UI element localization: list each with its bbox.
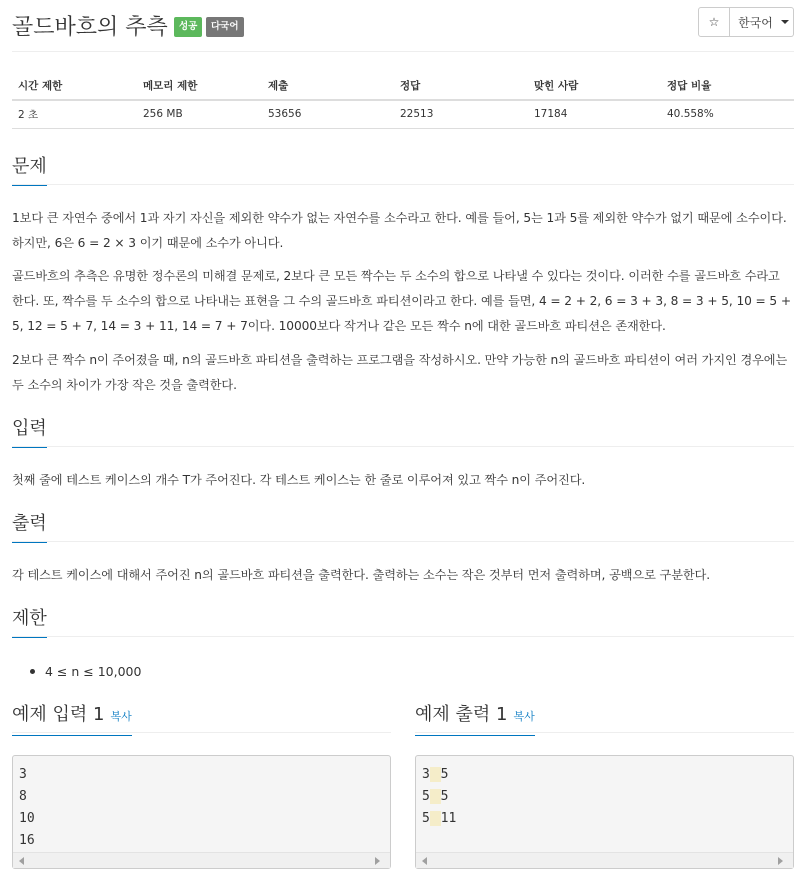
language-label: 한국어 — [738, 15, 773, 30]
output-value: 5 — [440, 789, 449, 804]
output-value: 11 — [440, 811, 457, 826]
horizontal-scrollbar[interactable] — [13, 852, 390, 868]
language-dropdown[interactable] — [730, 7, 794, 37]
example-input-heading-wrap — [12, 703, 132, 736]
example-input-heading: 예제 입력 1 — [12, 704, 105, 725]
output-value: 3 — [422, 767, 430, 782]
example-output-heading-wrap — [415, 703, 535, 736]
example-input-header — [12, 703, 391, 733]
input-section-header — [12, 417, 794, 447]
output-section-header — [12, 512, 794, 542]
output-value: 5 — [440, 767, 449, 782]
favorite-button[interactable] — [698, 7, 730, 37]
example-input-line: 16 — [19, 833, 35, 848]
bullet-icon — [30, 669, 35, 674]
memory-limit-header: 메모리 제한 — [137, 72, 262, 100]
copy-output-button[interactable]: 복사 — [513, 710, 535, 723]
example-output-heading: 예제 출력 1 — [415, 704, 508, 725]
problem-paragraph-3: 2보다 큰 짝수 n이 주어졌을 때, n의 골드바흐 파티션을 출력하는 프로그램을 작성하시오. 만약 가능한 n의 골드바흐 파티션이 여러 가지인 경우에는 두 소수의 차이가 가장 작은 것을 출력한다. — [12, 353, 788, 392]
accepted-value[interactable]: 22513 — [394, 100, 528, 128]
example-output-line — [422, 764, 787, 786]
limit-item — [30, 659, 141, 683]
chevron-down-icon — [781, 20, 789, 24]
whitespace-highlight — [430, 767, 441, 782]
limits-section-header — [12, 607, 794, 637]
horizontal-scrollbar[interactable] — [416, 852, 793, 868]
problem-paragraph-1: 1보다 큰 자연수 중에서 1과 자기 자신을 제외한 약수가 없는 자연수를 소수라고 한다. 예를 들어, 5는 1과 5를 제외한 약수가 없기 때문에 소수이다. 하지만, 6은 6 = 2 × 3 이기 때문에 소수가 아니다. — [12, 211, 787, 250]
example-input-box[interactable] — [12, 755, 391, 869]
ratio-value: 40.558% — [661, 100, 794, 128]
limit-text: 4 ≤ n ≤ 10,000 — [45, 663, 142, 679]
solved-users-value[interactable]: 17184 — [528, 100, 661, 128]
accepted-header: 정답 — [394, 72, 528, 100]
example-output-line — [422, 830, 787, 852]
ratio-header: 정답 비율 — [661, 72, 794, 100]
output-value: 5 — [422, 811, 430, 826]
example-input-line: 10 — [19, 811, 35, 826]
header-actions — [698, 7, 794, 37]
example-input-line: 3 — [19, 767, 27, 782]
info-value-row — [12, 100, 794, 128]
copy-input-button[interactable]: 복사 — [110, 710, 132, 723]
scroll-left-icon[interactable] — [422, 857, 427, 865]
scroll-left-icon[interactable] — [19, 857, 24, 865]
star-icon: ☆ — [708, 15, 720, 29]
limits-heading: 제한 — [12, 607, 47, 638]
whitespace-highlight — [430, 811, 441, 826]
solved-users-header: 맞힌 사람 — [528, 72, 661, 100]
example-output-header — [415, 703, 794, 733]
submissions-value[interactable]: 53656 — [262, 100, 394, 128]
problem-title: 골드바흐의 추측 — [12, 15, 168, 40]
info-header-row — [12, 72, 794, 100]
output-description: 각 테스트 케이스에 대해서 주어진 n의 골드바흐 파티션을 출력한다. 출력하는 소수는 작은 것부터 먼저 출력하며, 공백으로 구분한다. — [12, 568, 711, 582]
problem-info-table — [12, 72, 794, 129]
example-output-line — [422, 786, 787, 808]
example-output-box[interactable] — [415, 755, 794, 869]
scroll-right-icon[interactable] — [375, 857, 380, 865]
problem-paragraph-2: 골드바흐의 추측은 유명한 정수론의 미해결 문제로, 2보다 큰 모든 짝수는 두 소수의 합으로 나타낼 수 있다는 것이다. 이러한 수를 골드바흐 수라고 한다. 또, 짝수를 두 소수의 합으로 나타내는 표현을 그 수의 골드바흐 파티션이라고 한다. 예를 들면, 4 = 2 + 2, 6 = 3 + 3, 8 = 3 + 5, 10 = 5 + 5, 12 = 5 + 7, 14 = 3 + 11, 14 = 7 + 7이다. 10000보다 작거나 같은 모든 짝수 n에 대한 골드바흐 파티션은 존재한다. — [12, 269, 791, 333]
example-output-line — [422, 808, 787, 830]
time-limit-value: 2 초 — [12, 100, 137, 128]
memory-limit-value: 256 MB — [137, 100, 262, 128]
problem-heading: 문제 — [12, 155, 47, 186]
output-value: 5 — [422, 789, 430, 804]
input-heading: 입력 — [12, 417, 47, 448]
scroll-right-icon[interactable] — [778, 857, 783, 865]
output-heading: 출력 — [12, 512, 47, 543]
multilang-badge[interactable]: 다국어 — [206, 17, 244, 37]
example-input-content — [13, 756, 390, 852]
time-limit-header: 시간 제한 — [12, 72, 137, 100]
example-output-content — [416, 756, 793, 852]
example-input-line: 8 — [19, 789, 27, 804]
success-badge[interactable]: 성공 — [174, 17, 202, 37]
problem-section-header — [12, 155, 794, 185]
input-description: 첫째 줄에 테스트 케이스의 개수 T가 주어진다. 각 테스트 케이스는 한 줄로 이루어져 있고 짝수 n이 주어진다. — [12, 473, 586, 487]
problem-header — [12, 0, 794, 52]
whitespace-highlight — [430, 789, 441, 804]
submissions-header: 제출 — [262, 72, 394, 100]
